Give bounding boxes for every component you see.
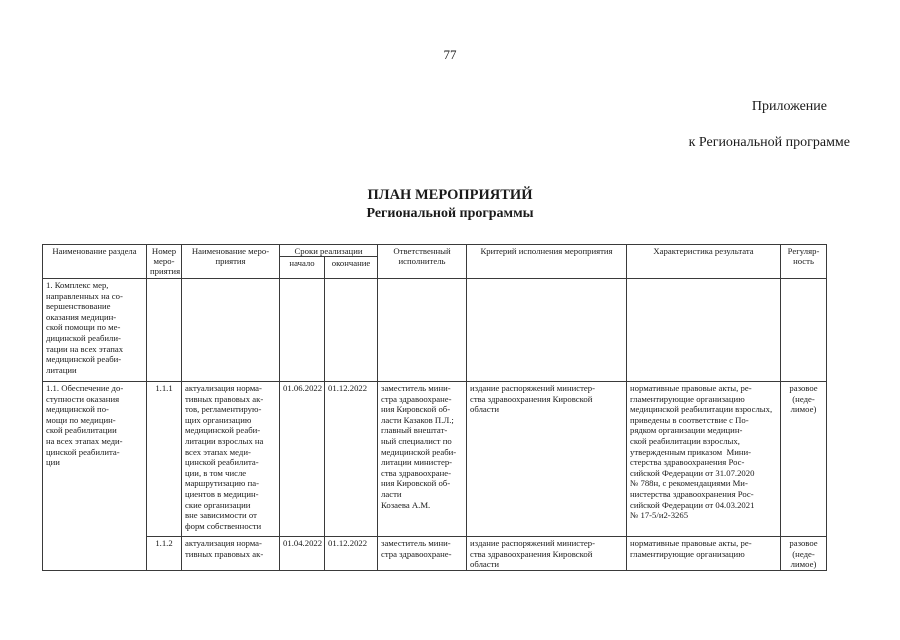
result-cell: нормативные правовые акты, ре- гламентирующие организацию медицинской реабилитации взрослых, приведены в соответствие с По- рядком организации медицин- ской реабилитации взрослых, утвержденным приказом Мини- стерства здравоохранения Рос- сийской Федерации от 31.07.2020 № 788н, с рекомендациями Ми- нистерства здравоохранения Рос- сийской Федерации от 04.03.2021 № 17-5/и2-3265 — [627, 382, 781, 537]
activity-plan-table — [42, 244, 827, 571]
header-activity-name: Наименование меро- приятия — [182, 245, 280, 279]
responsible-cell: заместитель мини- стра здравоохране- ния Кировской об- ласти Казаков П.Л.; главный внештат- ный специалист по медицинской реаби- литации министер- ства здравоохране- ния Кировской об- ласти Козаева А.М. — [378, 382, 467, 537]
table-row-section-1 — [43, 279, 827, 382]
empty-cell — [147, 279, 182, 382]
document-title: ПЛАН МЕРОПРИЯТИЙ — [367, 187, 533, 203]
responsible-cell: заместитель мини- стра здравоохране- — [378, 537, 467, 571]
table-row — [43, 537, 827, 571]
end-date-cell: 01.12.2022 — [325, 382, 378, 537]
header-responsible-executor: Ответственный исполнитель — [378, 245, 467, 279]
appendix-title: Приложение — [751, 99, 827, 114]
end-date-cell: 01.12.2022 — [325, 537, 378, 571]
document-subtitle: Региональной программы — [366, 206, 534, 221]
regularity-cell: разовое (неде- лимое) — [781, 537, 827, 571]
activity-name-cell: актуализация норма- тивных правовых ак- — [182, 537, 280, 571]
header-completion-criterion: Критерий исполнения мероприятия — [467, 245, 627, 279]
header-activity-number: Номер меро- приятия — [147, 245, 182, 279]
activity-name-cell: актуализация норма- тивных правовых ак- тов, регламентирую- щих организацию медицинской реаби- литации взрослых на всех этапах меди- цинской реабилита- ции, в том числе маршрутизацию па- циентов в медицин- ские организации вне зависимости от форм собственности — [182, 382, 280, 537]
regularity-cell: разовое (неде- лимое) — [781, 382, 827, 537]
empty-cell — [627, 279, 781, 382]
header-regularity: Регуляр- ность — [781, 245, 827, 279]
empty-cell — [781, 279, 827, 382]
header-period-start: начало — [280, 257, 325, 279]
appendix-subtitle: к Региональной программе — [688, 135, 850, 150]
table-row — [43, 382, 827, 537]
section-name-cell: 1. Комплекс мер, направленных на со- вершенствование оказания медицин- ской помощи по ме- дицинской реабили- тации на всех этапах медицинской реаби- литации — [43, 279, 147, 382]
empty-cell — [467, 279, 627, 382]
empty-cell — [378, 279, 467, 382]
criterion-cell: издание распоряжений министер- ства здравоохранения Кировской области — [467, 537, 627, 571]
section-name-cell: 1.1. Обеспечение до- ступности оказания медицинской по- мощи по медицин- ской реабилитации на всех этапах меди- цинской реабилита- ции — [43, 382, 147, 571]
header-implementation-period: Сроки реализации — [280, 245, 378, 257]
page-number: 77 — [443, 47, 457, 62]
start-date-cell: 01.04.2022 — [280, 537, 325, 571]
criterion-cell: издание распоряжений министер- ства здравоохранения Кировской области — [467, 382, 627, 537]
empty-cell — [182, 279, 280, 382]
activity-number-cell: 1.1.2 — [147, 537, 182, 571]
result-cell: нормативные правовые акты, ре- гламентирующие организацию — [627, 537, 781, 571]
start-date-cell: 01.06.2022 — [280, 382, 325, 537]
header-section-name: Наименование раздела — [43, 245, 147, 279]
header-period-end: окончание — [325, 257, 378, 279]
empty-cell — [280, 279, 325, 382]
empty-cell — [325, 279, 378, 382]
activity-number-cell: 1.1.1 — [147, 382, 182, 537]
header-result-description: Характеристика результата — [627, 245, 781, 279]
